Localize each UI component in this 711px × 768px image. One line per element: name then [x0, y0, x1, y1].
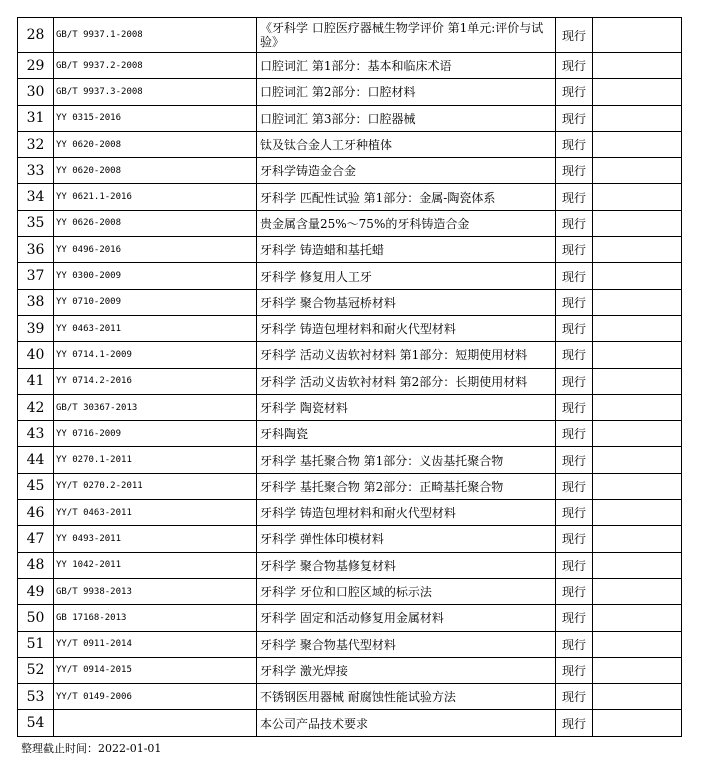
standard-name: 口腔词汇 第2部分：口腔材料	[257, 79, 556, 105]
standard-code: YY/T 0911-2014	[54, 631, 257, 657]
table-row	[18, 263, 682, 289]
remarks-cell	[593, 552, 682, 578]
standard-status: 现行	[556, 500, 593, 526]
standard-name: 牙科陶瓷	[257, 421, 556, 447]
standard-code: YY/T 0270.2-2011	[54, 473, 257, 499]
standard-status: 现行	[556, 526, 593, 552]
standard-status: 现行	[556, 79, 593, 105]
table-row	[18, 710, 682, 736]
remarks-cell	[593, 421, 682, 447]
standard-status: 现行	[556, 184, 593, 210]
standard-status: 现行	[556, 289, 593, 315]
remarks-cell	[593, 105, 682, 131]
standard-name: 牙科学 匹配性试验 第1部分：金属-陶瓷体系	[257, 184, 556, 210]
remarks-cell	[593, 237, 682, 263]
standard-name: 牙科学 铸造包埋材料和耐火代型材料	[257, 315, 556, 341]
remarks-cell	[593, 342, 682, 368]
remarks-cell	[593, 131, 682, 157]
row-number: 38	[18, 289, 54, 315]
row-number: 29	[18, 53, 54, 79]
standard-name: 牙科学 聚合物基代型材料	[257, 631, 556, 657]
table-row	[18, 394, 682, 420]
remarks-cell	[593, 394, 682, 420]
cutoff-date-note: 整理截止时间：2022-01-01	[21, 742, 162, 755]
standard-name: 牙科学 基托聚合物 第2部分：正畸基托聚合物	[257, 473, 556, 499]
remarks-cell	[593, 315, 682, 341]
standard-code: GB/T 30367-2013	[54, 394, 257, 420]
row-number: 53	[18, 684, 54, 710]
standard-name: 牙科学 牙位和口腔区域的标示法	[257, 578, 556, 604]
standard-code: YY 0626-2008	[54, 210, 257, 236]
row-number: 30	[18, 79, 54, 105]
remarks-cell	[593, 500, 682, 526]
standard-code: YY/T 0463-2011	[54, 500, 257, 526]
standard-code: YY 0463-2011	[54, 315, 257, 341]
standard-code: GB/T 9937.1-2008	[54, 18, 257, 53]
remarks-cell	[593, 631, 682, 657]
standard-status: 现行	[556, 263, 593, 289]
standard-status: 现行	[556, 237, 593, 263]
standards-table	[17, 17, 682, 737]
table-row	[18, 552, 682, 578]
remarks-cell	[593, 657, 682, 683]
row-number: 54	[18, 710, 54, 736]
standard-status: 现行	[556, 421, 593, 447]
remarks-cell	[593, 79, 682, 105]
standard-name: 牙科学 铸造蜡和基托蜡	[257, 237, 556, 263]
table-row	[18, 657, 682, 683]
standard-status: 现行	[556, 342, 593, 368]
standard-code: YY 0620-2008	[54, 158, 257, 184]
table-row	[18, 684, 682, 710]
remarks-cell	[593, 605, 682, 631]
standard-name: 牙科学 修复用人工牙	[257, 263, 556, 289]
standard-status: 现行	[556, 473, 593, 499]
table-row	[18, 447, 682, 473]
standards-table-body	[18, 18, 682, 737]
remarks-cell	[593, 684, 682, 710]
standard-status: 现行	[556, 53, 593, 79]
standard-name: 《牙科学 口腔医疗器械生物学评价 第1单元:评价与试验》	[257, 18, 556, 53]
standard-code	[54, 710, 257, 736]
table-row	[18, 342, 682, 368]
standard-status: 现行	[556, 105, 593, 131]
table-row	[18, 473, 682, 499]
standard-code: YY 1042-2011	[54, 552, 257, 578]
remarks-cell	[593, 710, 682, 736]
standard-status: 现行	[556, 447, 593, 473]
standard-status: 现行	[556, 552, 593, 578]
standard-code: YY/T 0149-2006	[54, 684, 257, 710]
standard-status: 现行	[556, 394, 593, 420]
standard-code: YY 0270.1-2011	[54, 447, 257, 473]
standard-name: 牙科学 固定和活动修复用金属材料	[257, 605, 556, 631]
table-row	[18, 18, 682, 53]
standard-code: YY 0315-2016	[54, 105, 257, 131]
table-row	[18, 368, 682, 394]
remarks-cell	[593, 18, 682, 53]
table-row	[18, 105, 682, 131]
table-row	[18, 158, 682, 184]
remarks-cell	[593, 473, 682, 499]
table-row	[18, 578, 682, 604]
row-number: 28	[18, 18, 54, 53]
row-number: 39	[18, 315, 54, 341]
table-row	[18, 237, 682, 263]
row-number: 40	[18, 342, 54, 368]
standard-name: 牙科学 活动义齿软衬材料 第2部分：长期使用材料	[257, 368, 556, 394]
standard-name: 口腔词汇 第3部分：口腔器械	[257, 105, 556, 131]
row-number: 50	[18, 605, 54, 631]
standard-status: 现行	[556, 131, 593, 157]
row-number: 47	[18, 526, 54, 552]
row-number: 45	[18, 473, 54, 499]
standard-name: 牙科学 聚合物基冠桥材料	[257, 289, 556, 315]
row-number: 32	[18, 131, 54, 157]
row-number: 31	[18, 105, 54, 131]
row-number: 46	[18, 500, 54, 526]
table-row	[18, 184, 682, 210]
table-row	[18, 421, 682, 447]
table-row	[18, 289, 682, 315]
standard-name: 牙科学 弹性体印模材料	[257, 526, 556, 552]
standard-code: GB/T 9937.2-2008	[54, 53, 257, 79]
remarks-cell	[593, 368, 682, 394]
standard-name: 牙科学 活动义齿软衬材料 第1部分：短期使用材料	[257, 342, 556, 368]
table-row	[18, 500, 682, 526]
table-row	[18, 79, 682, 105]
row-number: 41	[18, 368, 54, 394]
standard-name: 本公司产品技术要求	[257, 710, 556, 736]
standard-code: YY 0714.1-2009	[54, 342, 257, 368]
row-number: 51	[18, 631, 54, 657]
standard-name: 牙科学 聚合物基修复材料	[257, 552, 556, 578]
standard-name: 不锈钢医用器械 耐腐蚀性能试验方法	[257, 684, 556, 710]
row-number: 36	[18, 237, 54, 263]
standard-name: 牙科学 陶瓷材料	[257, 394, 556, 420]
standard-status: 现行	[556, 18, 593, 53]
row-number: 52	[18, 657, 54, 683]
standard-code: GB/T 9938-2013	[54, 578, 257, 604]
standard-status: 现行	[556, 315, 593, 341]
table-row	[18, 53, 682, 79]
standard-status: 现行	[556, 710, 593, 736]
row-number: 42	[18, 394, 54, 420]
standard-status: 现行	[556, 158, 593, 184]
table-row	[18, 605, 682, 631]
remarks-cell	[593, 289, 682, 315]
standard-code: YY/T 0914-2015	[54, 657, 257, 683]
table-row	[18, 631, 682, 657]
standard-name: 牙科学 基托聚合物 第1部分：义齿基托聚合物	[257, 447, 556, 473]
standard-status: 现行	[556, 657, 593, 683]
standard-code: YY 0300-2009	[54, 263, 257, 289]
standard-code: YY 0716-2009	[54, 421, 257, 447]
standard-name: 口腔词汇 第1部分：基本和临床术语	[257, 53, 556, 79]
row-number: 48	[18, 552, 54, 578]
table-row	[18, 526, 682, 552]
standard-code: YY 0620-2008	[54, 131, 257, 157]
standard-status: 现行	[556, 631, 593, 657]
remarks-cell	[593, 263, 682, 289]
standard-name: 牙科学铸造金合金	[257, 158, 556, 184]
table-row	[18, 315, 682, 341]
standard-code: YY 0493-2011	[54, 526, 257, 552]
row-number: 43	[18, 421, 54, 447]
row-number: 44	[18, 447, 54, 473]
standard-code: YY 0714.2-2016	[54, 368, 257, 394]
standard-status: 现行	[556, 578, 593, 604]
row-number: 35	[18, 210, 54, 236]
row-number: 33	[18, 158, 54, 184]
row-number: 34	[18, 184, 54, 210]
standard-code: YY 0710-2009	[54, 289, 257, 315]
standard-name: 钛及钛合金人工牙种植体	[257, 131, 556, 157]
table-row	[18, 131, 682, 157]
standard-status: 现行	[556, 210, 593, 236]
standard-name: 贵金属含量25%～75%的牙科铸造合金	[257, 210, 556, 236]
standard-name: 牙科学 激光焊接	[257, 657, 556, 683]
remarks-cell	[593, 184, 682, 210]
remarks-cell	[593, 210, 682, 236]
remarks-cell	[593, 158, 682, 184]
standard-status: 现行	[556, 368, 593, 394]
standard-code: YY 0496-2016	[54, 237, 257, 263]
standard-status: 现行	[556, 684, 593, 710]
standard-code: GB/T 9937.3-2008	[54, 79, 257, 105]
table-row	[18, 210, 682, 236]
standard-status: 现行	[556, 605, 593, 631]
row-number: 49	[18, 578, 54, 604]
row-number: 37	[18, 263, 54, 289]
standard-code: GB 17168-2013	[54, 605, 257, 631]
remarks-cell	[593, 526, 682, 552]
standard-name: 牙科学 铸造包埋材料和耐火代型材料	[257, 500, 556, 526]
remarks-cell	[593, 578, 682, 604]
remarks-cell	[593, 53, 682, 79]
standard-code: YY 0621.1-2016	[54, 184, 257, 210]
remarks-cell	[593, 447, 682, 473]
